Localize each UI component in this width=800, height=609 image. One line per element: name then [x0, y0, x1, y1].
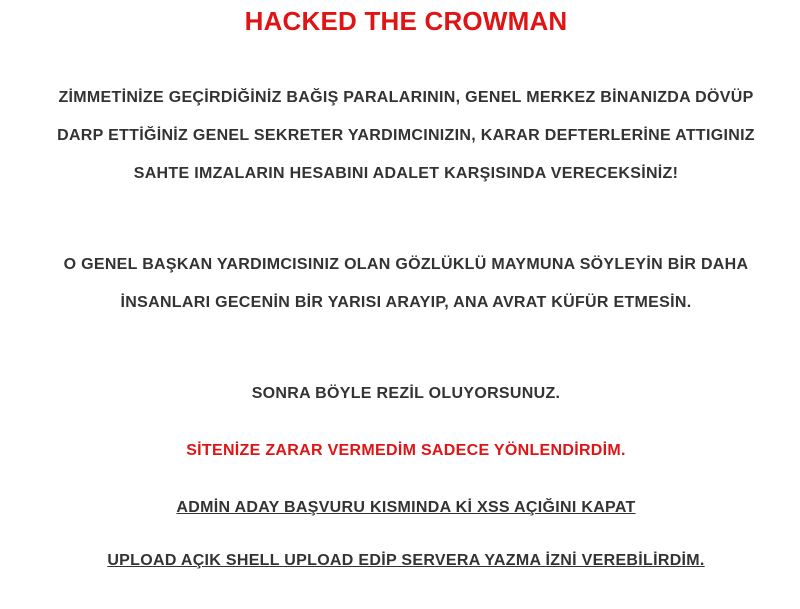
message-paragraph-disgrace: SONRA BÖYLE REZİL OLUYORSUNUZ. — [251, 385, 561, 402]
message-paragraph-upload-note: UPLOAD AÇIK SHELL UPLOAD EDİP SERVERA YAZMA İZNİ VEREBİLİRDİM. — [107, 552, 705, 569]
page-title: HACKED THE CROWMAN — [244, 6, 568, 36]
message-paragraph-xss-note: ADMİN ADAY BAŞVURU KISMINDA Kİ XSS AÇIĞINI KAPAT — [176, 499, 636, 516]
message-paragraph-redirect-notice: SİTENİZE ZARAR VERMEDİM SADECE YÖNLENDİRDİM. — [186, 442, 626, 459]
message-paragraph-funds: ZİMMETİNİZE GEÇİRDİĞİNİZ BAĞIŞ PARALARININ, GENEL MERKEZ BİNANIZDA DÖVÜP DARP ETTİĞİNİZ GENEL SEKRETER YARDIMCINIZIN, KARAR DEFTERLERİNE ATTIGINIZ SAHTE IMZALARIN HESABINI ADALET KARŞISINDA VERECEKSİNİZ! — [57, 89, 755, 182]
message-paragraph-vice-president: O GENEL BAŞKAN YARDIMCISINIZ OLAN GÖZLÜKLÜ MAYMUNA SÖYLEYİN BİR DAHA İNSANLARI GECENİN BİR YARISI ARAYIP, ANA AVRAT KÜFÜR ETMESİN. — [63, 256, 749, 311]
